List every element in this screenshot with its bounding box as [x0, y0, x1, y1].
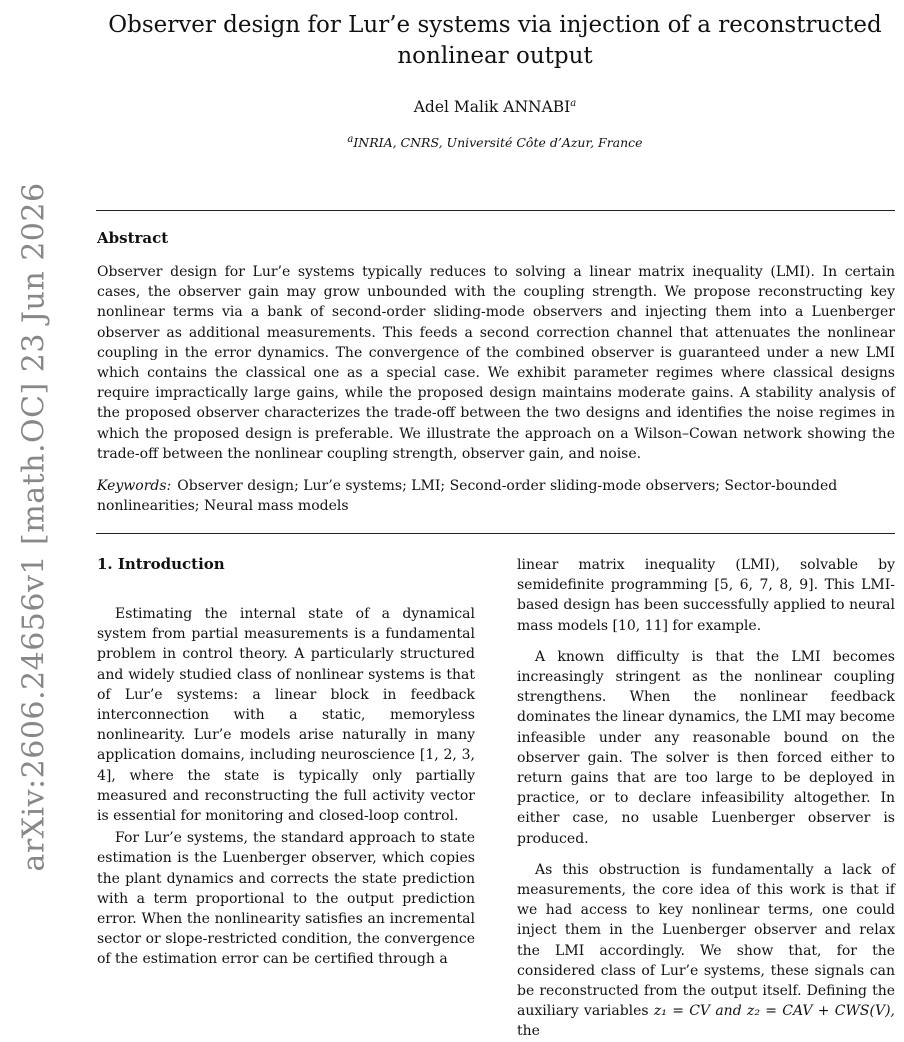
affiliation-mark: a — [347, 134, 354, 145]
trailing-word: the — [517, 1023, 540, 1040]
arxiv-identifier: arXiv:2606.24656v1 [math.OC] 23 Jun 2026 — [16, 182, 52, 872]
intro-paragraph-2: For Lur’e systems, the standard approach to state estimation is the Luenberger observer, which copies the plant dynamics and corrects the state prediction with a term proportional to the output prediction error. When the nonlinearity satisfies an incremental sector or slope-restricted condition, the convergence of the estimation error can be certified through a — [97, 830, 475, 968]
intro-paragraph-1: Estimating the internal state of a dynamical system from partial measurements is a fundamental problem in control theory. A particularly structured and widely studied class of nonlinear systems is that of Lur’e systems: a linear block in feedback interconnection with a static, memoryless nonlinearity. Lur’e models arise naturally in many application domains, including neuroscience [1, 2, 3, 4], where the state is typically only partially measured and reconstructing the full activity vector is essential for monitoring and closed-loop control. — [97, 606, 475, 825]
author-affiliation-mark: a — [570, 98, 577, 109]
math-fragment: z₁ = CV and z₂ = CAV + CWS(V), — [653, 1003, 895, 1020]
abstract-top-rule — [96, 210, 895, 211]
intro-paragraph-4-text: As this obstruction is fundamentally a lack of measurements, the core idea of this work is that if we had access to key nonlinear terms, one could inject them in the Luenberger observer and relax the LMI accordingly. We show that, for the considered class of Lur’e systems, these signals can be reconstructed from the output itself. Defining the auxiliary variables — [517, 861, 895, 1020]
section-heading-introduction: 1. Introduction — [97, 555, 225, 573]
author-line — [95, 98, 895, 116]
affiliation-line — [95, 134, 895, 150]
keywords-line — [97, 476, 895, 516]
keywords-label: Keywords: — [97, 478, 172, 494]
abstract-body: Observer design for Lur’e systems typically reduces to solving a linear matrix inequality (LMI). In certain cases, the observer gain may grow unbounded with the coupling strength. We propose reconstructing key nonlinear terms via a bank of second-order sliding-mode observers and injecting them into a Luenberger observer as additional measurements. This feeds a second correction channel that attenuates the nonlinear coupling in the error dynamics. The convergence of the combined observer is guaranteed under a new LMI which contains the classical one as a special case. We exhibit parameter regimes where classical designs require impractically large gains, while the proposed design maintains moderate gains. A stability analysis of the proposed observer characterizes the trade-off between the two designs and identifies the noise regimes in which the proposed design is preferable. We illustrate the approach on a Wilson–Cowan network showing the trade-off between the nonlinear coupling strength, observer gain, and noise. — [97, 264, 895, 462]
intro-paragraph-2-continued: linear matrix inequality (LMI), solvable by semidefinite programming [5, 6, 7, 8, 9]. This LMI-based design has been successfully applied to neural mass models [10, 11] for example. — [517, 557, 895, 634]
right-column — [517, 555, 895, 1042]
intro-paragraph-3: A known difficulty is that the LMI becomes increasingly stringent as the nonlinear coupling strengthens. When the nonlinear feedback dominates the linear dynamics, the LMI may become infeasible under any reasonable bound on the observer gain. The solver is then forced either to return gains that are too large to be deployed in practice, or to declare infeasibility altogether. In either case, no usable Luenberger observer is produced. — [517, 648, 895, 847]
author-name: Adel Malik ANNABI — [413, 98, 571, 117]
affiliation-text: INRIA, CNRS, Université Côte d’Azur, France — [353, 135, 643, 151]
keywords-text: Observer design; Lur’e systems; LMI; Second-order sliding-mode observers; Sector-bounded nonlinearities; Neural mass models — [97, 478, 838, 515]
left-column — [97, 604, 475, 970]
intro-paragraph-4 — [517, 860, 895, 1042]
paper-title: Observer design for Lur’e systems via injection of a reconstructed nonlinear output — [108, 12, 882, 69]
abstract-heading: Abstract — [97, 229, 169, 247]
abstract-bottom-rule — [96, 533, 895, 534]
